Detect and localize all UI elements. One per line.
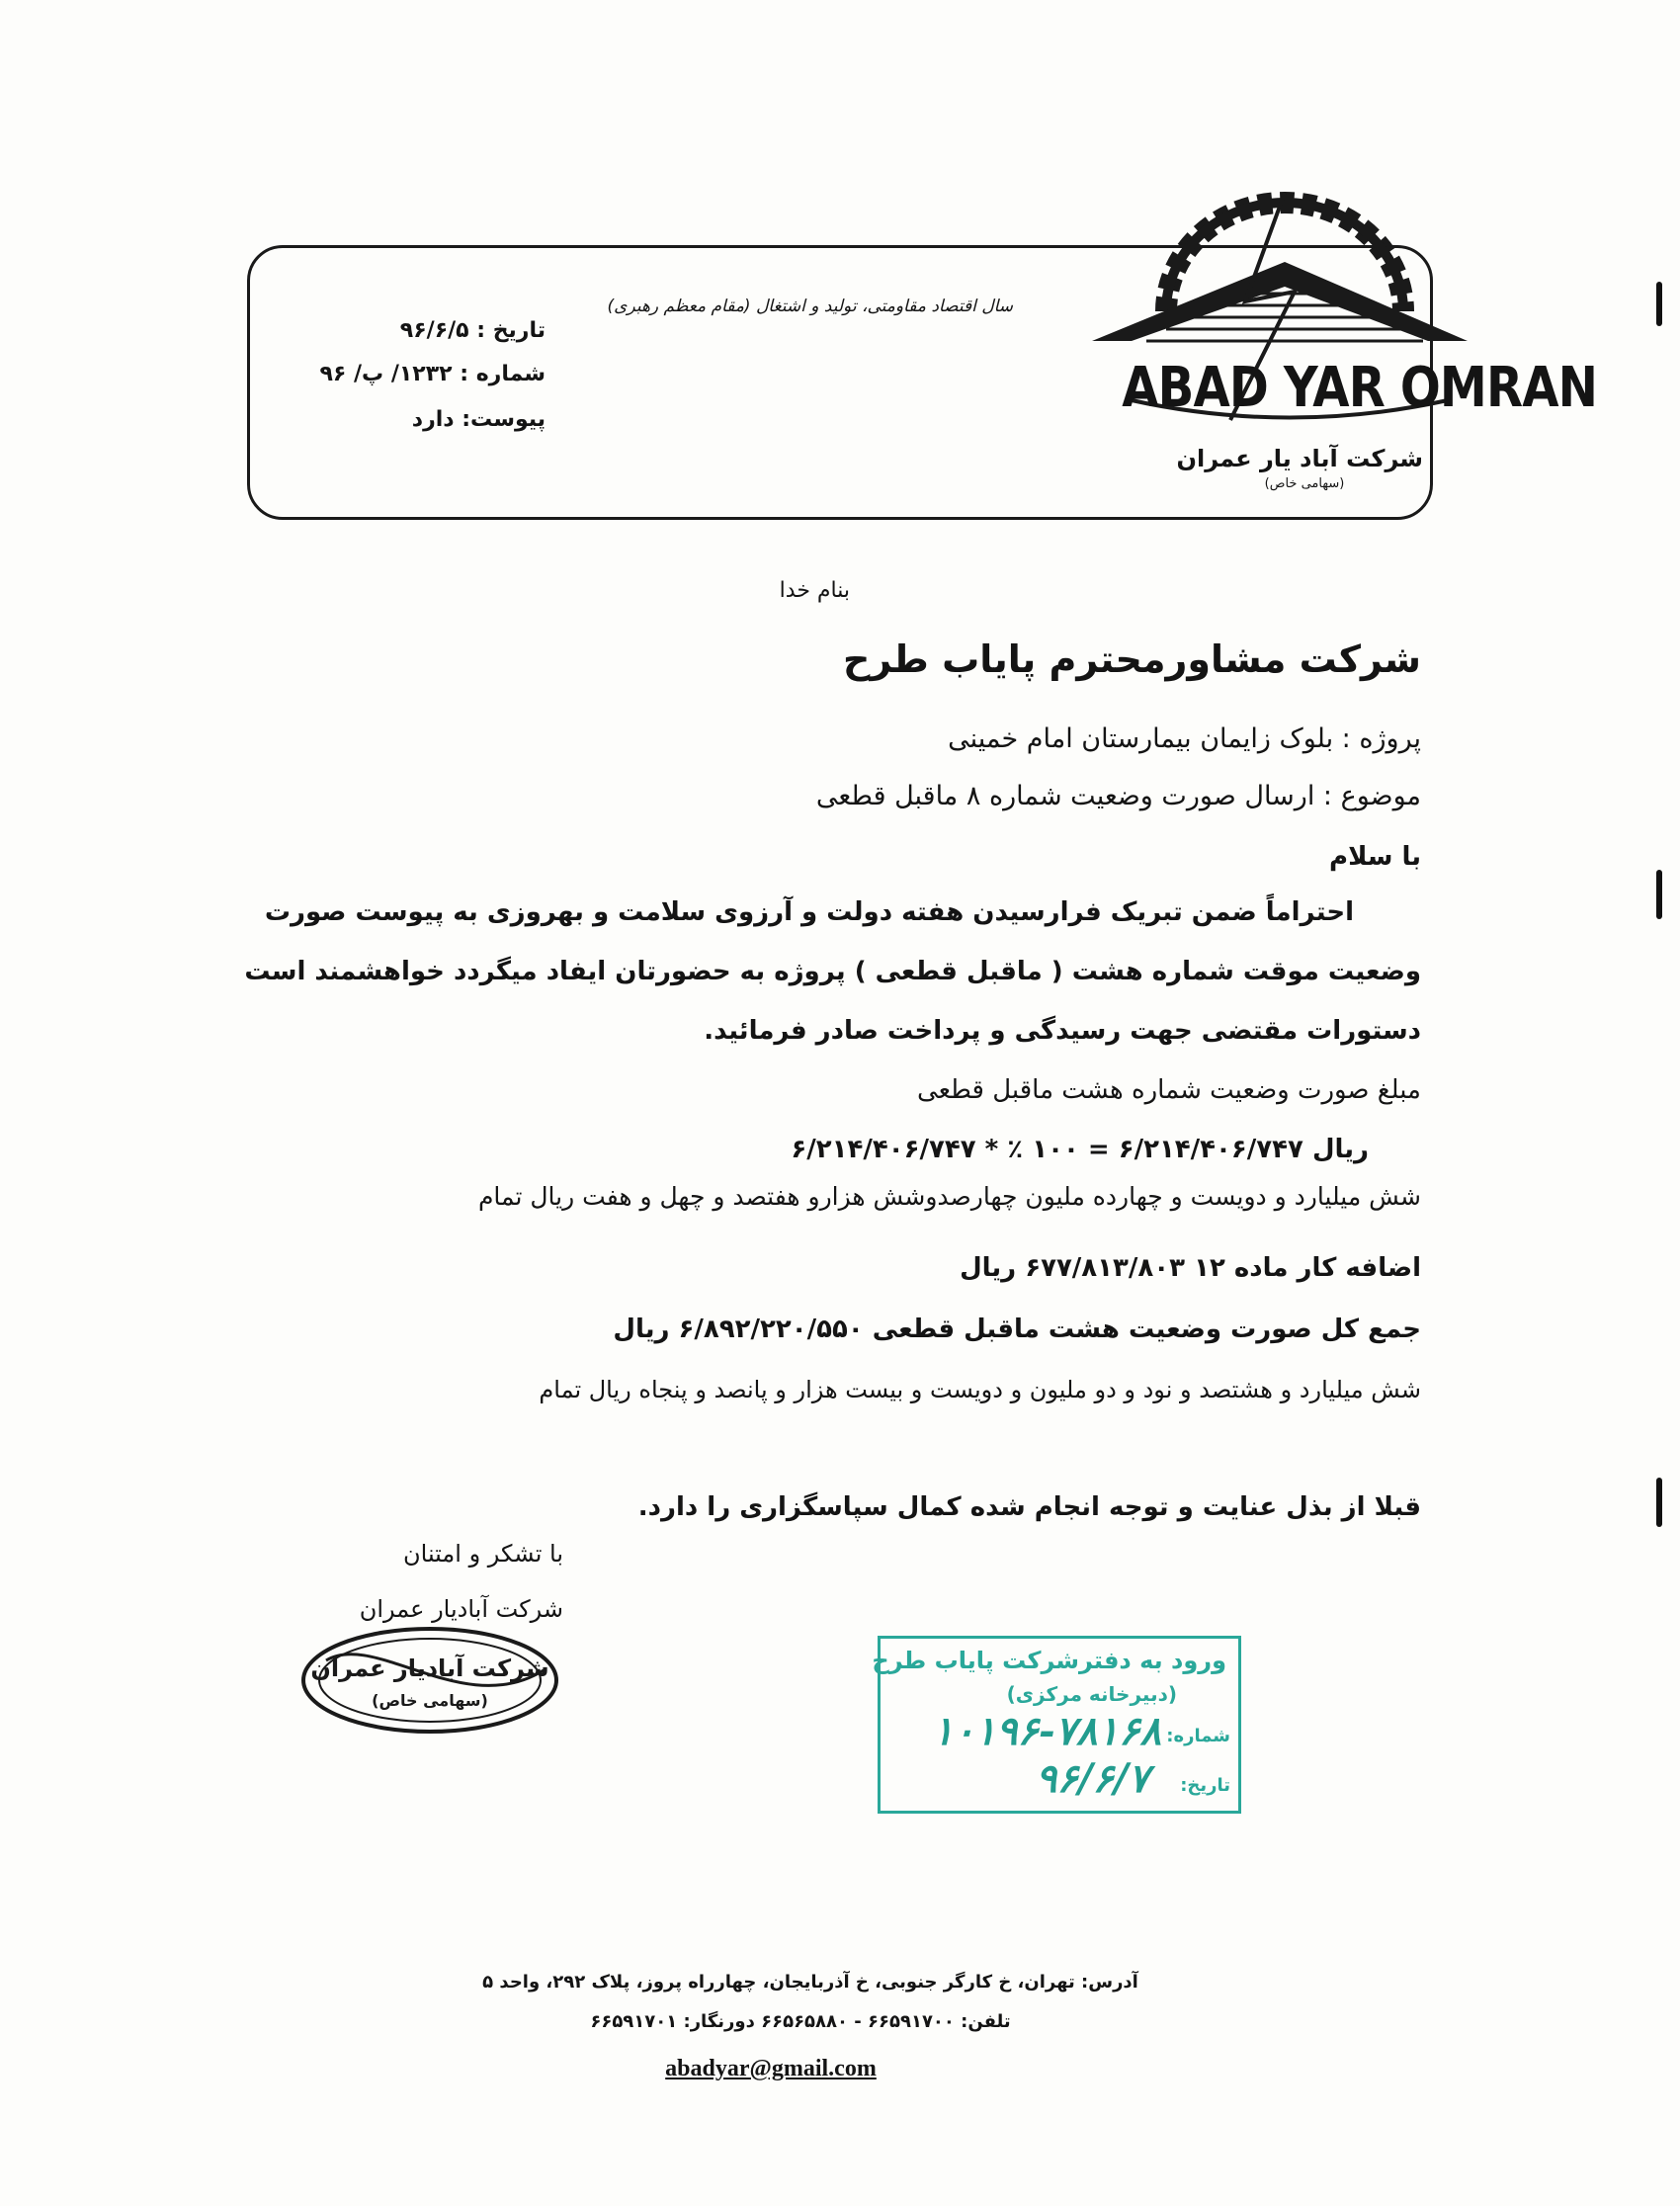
logo-company-name: شرکت آباد یار عمران — [1176, 445, 1423, 472]
company-seal — [296, 1621, 563, 1739]
scan-edge-mark — [1656, 1478, 1662, 1527]
amount-title: مبلغ صورت وضعیت شماره هشت ماقبل قطعی — [916, 1075, 1421, 1105]
total-in-words: شش میلیارد و هشتصد و نود و دو ملیون و دویست و بیست هزار و پانصد و پنجاه ریال تمام — [539, 1376, 1421, 1403]
scan-edge-mark — [1656, 282, 1662, 326]
stamp-number-label: شماره: — [1166, 1726, 1230, 1746]
stamp-date-value: ۹۶/۶/۷ — [1035, 1755, 1149, 1802]
logo-company-type: (سهامی خاص) — [1264, 476, 1345, 491]
amount-calculation: ریال ۶/۲۱۴/۴۰۶/۷۴۷ = ۱۰۰ ٪ * ۶/۲۱۴/۴۰۶/۷۴۷ — [791, 1135, 1369, 1164]
received-stamp — [872, 1636, 1241, 1814]
stamp-number-value: ۱۰۱۹۶-۷۸۱۶۸ — [932, 1708, 1161, 1754]
footer-phones: تلفن: ۶۶۵۹۱۷۰۰ - ۶۶۵۶۵۸۸۰ دورنگار: ۶۶۵۹۱۷۰۱ — [590, 2011, 1011, 2032]
svg-text:شرکت آبادیار عمران: شرکت آبادیار عمران — [310, 1654, 549, 1682]
letter-attachment: پیوست: دارد — [411, 407, 546, 432]
invocation: بنام خدا — [779, 578, 850, 603]
recipient-heading: شرکت مشاورمحترم پایاب طرح — [843, 637, 1421, 681]
stamp-title: ورود به دفترشرکت پایاب طرح — [872, 1647, 1226, 1674]
footer-address: آدرس: تهران، خ کارگر جنوبی، خ آذربایجان، چهارراه پروز، پلاک ۲۹۲، واحد ۵ — [482, 1972, 1138, 1993]
extra-work-line: اضافه کار ماده ۱۲ ۶۷۷/۸۱۳/۸۰۳ ریال — [960, 1253, 1421, 1283]
regards-line: با تشکر و امتنان — [403, 1540, 563, 1568]
subject-line: موضوع : ارسال صورت وضعیت شماره ۸ ماقبل قطعی — [815, 781, 1421, 811]
project-line: پروژه : بلوک زایمان بیمارستان امام خمینی — [948, 723, 1421, 754]
paragraph-line-2: وضعیت موقت شماره هشت ( ماقبل قطعی ) پروژه به حضورتان ایفاد میگردد خواهشمند است — [244, 957, 1421, 986]
paragraph-line-3: دستورات مقتضی جهت رسیدگی و پرداخت صادر فرمائید. — [704, 1016, 1421, 1046]
stamp-subtitle: (دبیرخانه مرکزی) — [1006, 1682, 1177, 1706]
svg-text:(سهامی خاص): (سهامی خاص) — [372, 1691, 488, 1710]
letter-number: شماره : ۱۲۳۲/ پ/ ۹۶ — [319, 362, 546, 386]
seal-stamp-icon — [296, 1621, 563, 1739]
footer-email-link[interactable]: abadyar@gmail.com — [665, 2056, 877, 2081]
stamp-date-label: تاریخ: — [1180, 1775, 1230, 1796]
total-line: جمع کل صورت وضعیت هشت ماقبل قطعی ۶/۸۹۲/۲۲۰/۵۵۰ ریال — [613, 1315, 1421, 1344]
paragraph-line-1: احتراماً ضمن تبریک فرارسیدن هفته دولت و آرزوی سلامت و بهروزی به پیوست صورت — [264, 897, 1354, 927]
signer-name: شرکت آبادیار عمران — [359, 1595, 563, 1623]
scan-edge-mark — [1656, 870, 1662, 919]
letterhead-slogan: سال اقتصاد مقاومتی، تولید و اشتغال (مقام معظم رهبری) — [607, 297, 1013, 316]
amount-in-words: شش میلیارد و دویست و چهارده ملیون چهارصدوشش هزارو هفتصد و چهل و هفت ریال تمام — [477, 1182, 1421, 1211]
greeting: با سلام — [1329, 842, 1421, 872]
logo-brand-text: ABAD YAR OMRAN — [1122, 356, 1598, 420]
letter-date: تاریخ : ۹۶/۶/۵ — [399, 318, 546, 343]
closing-line: قبلا از بذل عنایت و توجه انجام شده کمال سپاسگزاری را دارد. — [637, 1492, 1421, 1522]
